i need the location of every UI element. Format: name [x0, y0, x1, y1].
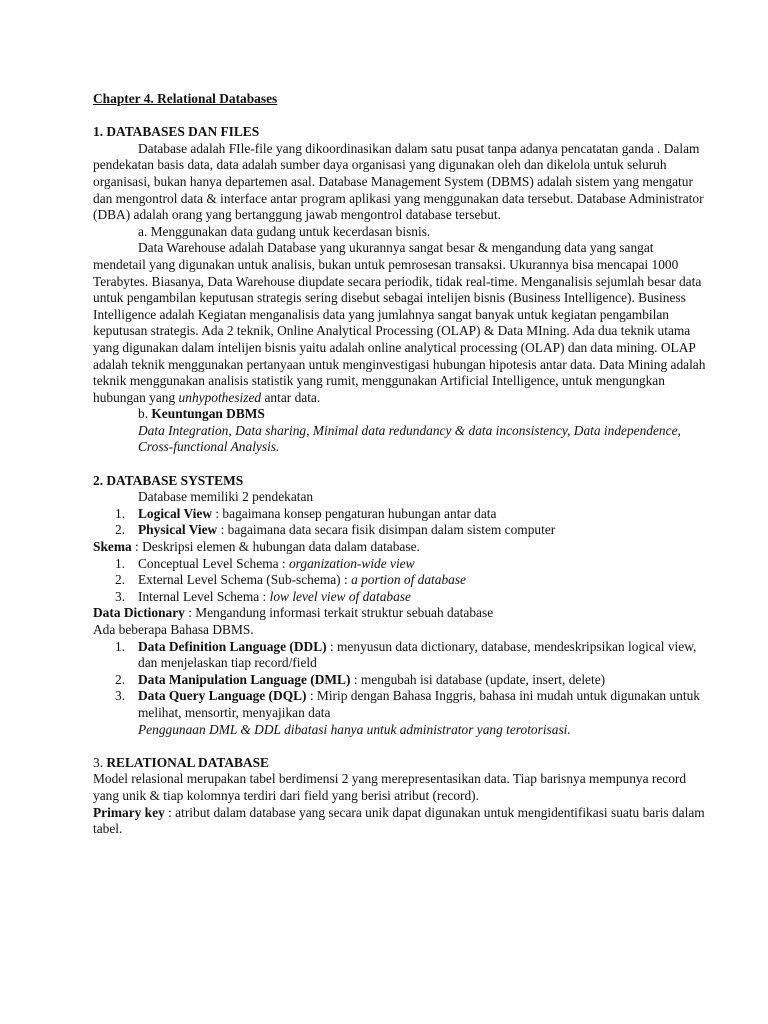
list-item	[93, 672, 708, 689]
data-dictionary-label: Data Dictionary	[93, 605, 185, 621]
list-item	[93, 688, 708, 721]
item-b-label: Keuntungan DBMS	[151, 406, 265, 422]
list-number: 1.	[115, 555, 126, 571]
view-label: Logical View	[138, 505, 213, 521]
list-number: 3.	[115, 688, 126, 704]
list-item	[93, 589, 708, 606]
languages-list	[93, 639, 708, 722]
paragraph-2-italic: unhypothesized	[178, 389, 262, 405]
view-label: Physical View	[138, 522, 218, 538]
dbms-advantages	[93, 423, 708, 456]
list-number: 2.	[115, 522, 126, 538]
list-number: 2.	[115, 572, 126, 588]
paragraph-2-text: Data Warehouse adalah Database yang ukurannya sangat besar & mengandung data yang sangat mendetail yang digunakan untuk analisis, bukan untuk pemrosesan transaksi. Ukurannya bisa mencapai 1000 Terabytes. Biasanya, Data Warehouse diupdate secara periodik, tidak real-time. Menganalisis sejumlah besar data untuk pengambilan keputusan strategis sering disebut sebagai intelijen bisnis (Business Intelligence). Business Intelligence adalah Kegiatan menganalisis data yang jumlahnya sangat banyak untuk kegiatan pengambilan keputusan strategis. Ada 2 teknik, Online Analytical Processing (OLAP) & Data MIning. Ada dua teknik utama yang digunakan dalam intelijen bisnis yaitu adalah online analytical processing (OLAP) dan data mining. OLAP adalah teknik menggunakan pertanyaan untuk menginvestigasi hubungan hipotesis antar data. Data Mining adalah teknik menggunakan analisis statistik yang rumit, menggunakan Artificial Intelligence, untuk mengungkan hubungan yang	[93, 240, 706, 405]
schema-text: External Level Schema (Sub-schema) :	[138, 572, 352, 588]
list-number: 1.	[115, 505, 126, 521]
primary-key-text: : atribut dalam database yang secara unik dapat digunakan untuk mengidentifikasi suatu baris dalam tabel.	[93, 804, 705, 837]
section-3-number: 3.	[93, 754, 107, 770]
list-item	[93, 639, 708, 672]
section-3-title: RELATIONAL DATABASE	[106, 754, 269, 770]
section-2-intro: Database memiliki 2 pendekatan	[138, 489, 314, 505]
schema-text: Conceptual Level Schema :	[138, 555, 289, 571]
list-item	[93, 556, 708, 573]
view-text: : bagaimana data secara fisik disimpan dalam sistem computer	[217, 522, 556, 538]
section-1-heading: 1. DATABASES DAN FILES	[93, 124, 260, 140]
section-3-paragraph: Model relasional merupakan tabel berdimensi 2 yang merepresentasikan data. Tiap barisnya mempunya record yang unik & tiap kolomnya terdiri dari field yang berisi atribut (record).	[93, 771, 687, 803]
section-3-heading	[93, 755, 708, 772]
section-2-heading: 2. DATABASE SYSTEMS	[93, 472, 244, 488]
primary-key-definition	[93, 805, 708, 838]
page-title: Chapter 4. Relational Databases	[93, 91, 278, 106]
language-label: Data Query Language (DQL)	[138, 688, 307, 704]
schema-list	[93, 556, 708, 606]
list-item	[93, 506, 708, 523]
dbms-advantages-text: Data Integration, Data sharing, Minimal data redundancy & data inconsistency, Data independence, Cross-functional Analysis.	[138, 422, 681, 455]
data-dictionary-text: : Mengandung informasi terkait struktur sebuah database	[184, 605, 494, 621]
note-text: Penggunaan DML & DDL dibatasi hanya untuk administrator yang terotorisasi.	[138, 721, 571, 737]
language-label: Data Manipulation Language (DML)	[138, 671, 351, 687]
section-1-paragraph-2	[93, 240, 708, 406]
list-item	[93, 572, 708, 589]
schema-italic: organization-wide view	[288, 555, 415, 571]
section-1-item-a: a. Menggunakan data gudang untuk kecerdasan bisnis.	[138, 223, 431, 239]
data-dictionary-definition	[93, 605, 708, 622]
paragraph-2-end: antar data.	[261, 389, 321, 405]
language-text: : menyusun data dictionary, database, mendeskripsikan logical view, dan menjelaskan tiap record/field	[138, 638, 697, 671]
skema-text: : Deskripsi elemen & hubungan data dalam database.	[131, 539, 420, 555]
dml-ddl-note	[93, 722, 708, 739]
section-1-item-b	[93, 406, 708, 423]
view-text: : bagaimana konsep pengaturan hubungan antar data	[212, 505, 497, 521]
skema-definition	[93, 539, 708, 556]
language-text: : mengubah isi database (update, insert, delete)	[350, 671, 606, 687]
list-item	[93, 522, 708, 539]
schema-italic: low level view of database	[269, 588, 411, 604]
languages-intro: Ada beberapa Bahasa DBMS.	[93, 622, 254, 637]
item-b-prefix: b.	[138, 406, 152, 422]
list-number: 2.	[115, 671, 126, 687]
schema-text: Internal Level Schema :	[138, 588, 270, 604]
primary-key-label: Primary key	[93, 804, 165, 820]
skema-label: Skema	[93, 539, 132, 555]
list-number: 3.	[115, 588, 126, 604]
language-label: Data Definition Language (DDL)	[138, 638, 327, 654]
schema-italic: a portion of database	[351, 572, 467, 588]
list-number: 1.	[115, 638, 126, 654]
views-list	[93, 506, 708, 539]
section-1-paragraph-1: Database adalah FIle-file yang dikoordinasikan dalam satu pusat tanpa adanya pencatatan ganda . Dalam pendekatan basis data, data adalah sumber daya organisasi yang digunakan oleh dan dikelola untuk seluruh organisasi, bukan hanya departemen asal. Database Management System (DBMS) adalah sistem yang mengatur dan mengontrol data & interface antar program aplikasi yang menggunakan data tersebut. Database Administrator (DBA) adalah orang yang bertanggung jawab mengontrol database tersebut.	[93, 140, 704, 223]
language-text: : Mirip dengan Bahasa Inggris, bahasa ini mudah untuk digunakan untuk melihat, mensortir, menyajikan data	[138, 688, 700, 720]
